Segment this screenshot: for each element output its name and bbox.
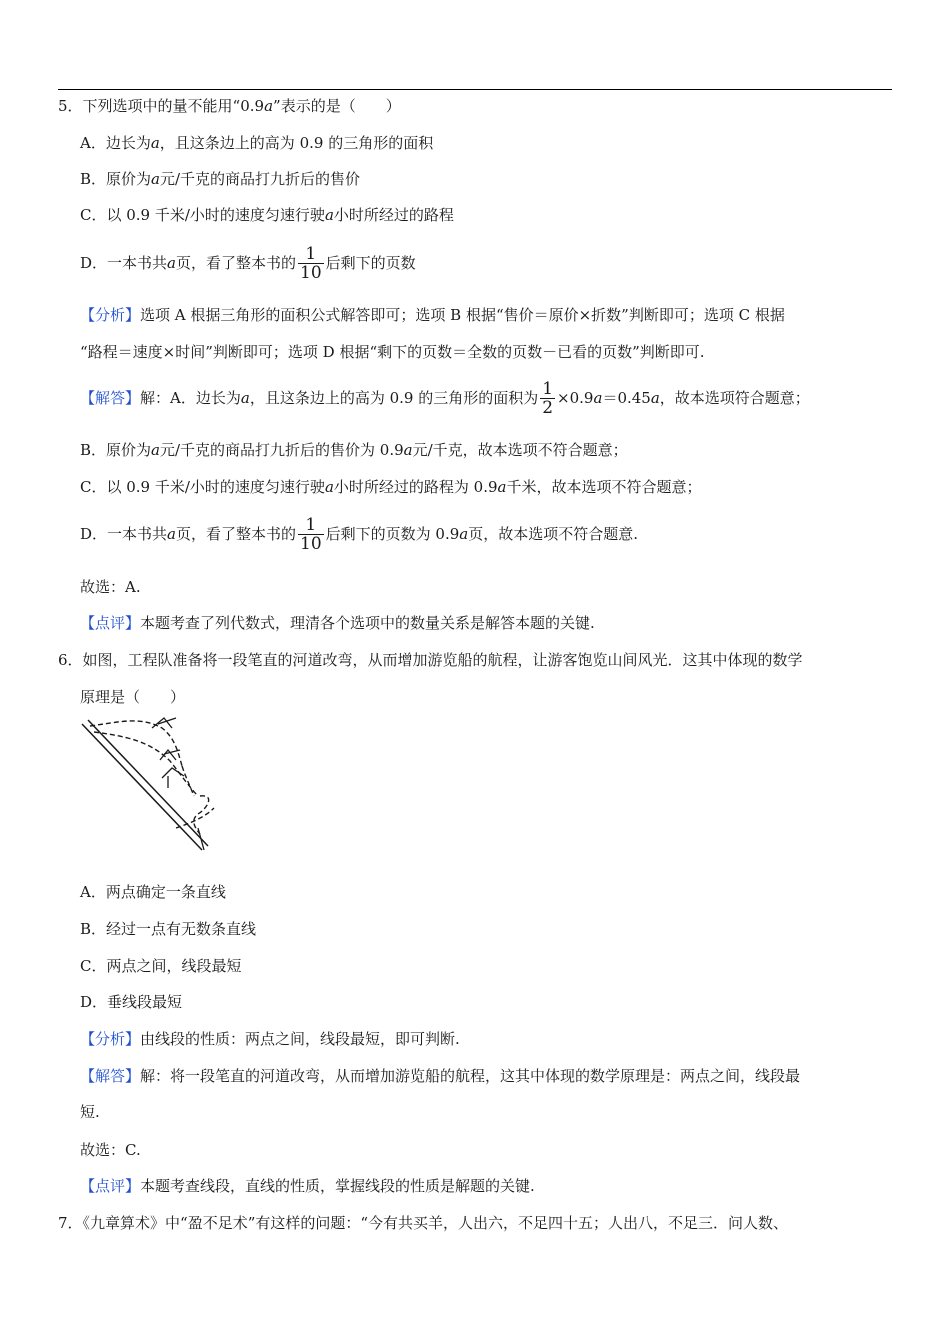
comment-tag: 【点评】 — [80, 1177, 141, 1195]
q6-option-a: A．两点确定一条直线 — [80, 883, 226, 901]
q5-option-a: A．边长为a，且这条边上的高为 0.9 的三角形的面积 — [80, 134, 434, 152]
fraction-1-10: $\frac{1}{10}$ — [300, 244, 322, 283]
q5-option-c: C．以 0.9 千米/小时的速度匀速行驶a小时所经过的路程 — [80, 206, 454, 224]
q6-option-b: B．经过一点有无数条直线 — [80, 920, 257, 938]
q5-answer-a: 【解答】解：A．边长为a，且这条边上的高为 0.9 的三角形的面积为 $\frac{1}{2}$ ×0.9a＝0.45a，故本选项符合题意； — [80, 379, 810, 418]
river-diagram — [80, 716, 230, 854]
q6-option-d: D．垂线段最短 — [80, 993, 183, 1011]
answer-tag: 【解答】 — [80, 1067, 141, 1085]
q5-stem: 5．下列选项中的量不能用“0.9a”表示的是（ ） — [58, 97, 401, 115]
q6-comment: 【点评】本题考查线段，直线的性质，掌握线段的性质是解题的关键. — [80, 1177, 535, 1195]
q6-answer-cont: 短. — [80, 1103, 100, 1121]
q6-option-c: C．两点之间，线段最短 — [80, 957, 242, 975]
q5-analysis-cont: “路程＝速度×时间”判断即可；选项 D 根据“剩下的页数＝全数的页数－已看的页数”判断即可. — [80, 343, 705, 361]
q5-comment: 【点评】本题考查了列代数式，理清各个选项中的数量关系是解答本题的关键. — [80, 614, 595, 632]
header-rule — [58, 89, 892, 90]
analysis-tag: 【分析】 — [80, 306, 141, 324]
q6-answer: 【解答】解：将一段笔直的河道改弯，从而增加游览船的航程，这其中体现的数学原理是：两点之间，线段最 — [80, 1067, 801, 1085]
answer-tag: 【解答】 — [80, 389, 141, 407]
comment-tag: 【点评】 — [80, 614, 141, 632]
q6-stem: 6．如图，工程队准备将一段笔直的河道改弯，从而增加游览船的航程，让游客饱览山间风光．这其中体现的数学 — [58, 651, 803, 669]
fraction-1-2: $\frac{1}{2}$ — [542, 379, 554, 418]
q6-stem-cont: 原理是（ ） — [80, 688, 186, 706]
q5-analysis: 【分析】选项 A 根据三角形的面积公式解答即可；选项 B 根据“售价＝原价×折数”判断即可；选项 C 根据 — [80, 306, 785, 324]
q5-choice: 故选：A. — [80, 578, 141, 596]
q5-answer-c: C．以 0.9 千米/小时的速度匀速行驶a小时所经过的路程为 0.9a千米，故本选项不符合题意； — [80, 478, 702, 496]
q7-stem: 7．《九章算术》中“盈不足术”有这样的问题：“今有共买羊，人出六，不足四十五；人出八，不足三．问人数、 — [58, 1214, 789, 1232]
fraction-1-10: $\frac{1}{10}$ — [300, 515, 322, 554]
river-bank-line — [88, 720, 208, 846]
q5-option-b: B．原价为a元/千克的商品打九折后的售价 — [80, 170, 361, 188]
q5-answer-d: D．一本书共a页，看了整本书的 $\frac{1}{10}$ 后剩下的页数为 0.9a页，故本选项不符合题意. — [80, 515, 638, 554]
q6-choice: 故选：C. — [80, 1141, 141, 1159]
q5-option-d: D．一本书共a页，看了整本书的 $\frac{1}{10}$ 后剩下的页数 — [80, 244, 416, 283]
q6-analysis: 【分析】由线段的性质：两点之间，线段最短，即可判断. — [80, 1030, 460, 1048]
mountain-sketch — [152, 718, 204, 850]
curved-river-path — [90, 721, 214, 834]
q5-answer-b: B．原价为a元/千克的商品打九折后的售价为 0.9a元/千克，故本选项不符合题意； — [80, 441, 628, 459]
analysis-tag: 【分析】 — [80, 1030, 141, 1048]
